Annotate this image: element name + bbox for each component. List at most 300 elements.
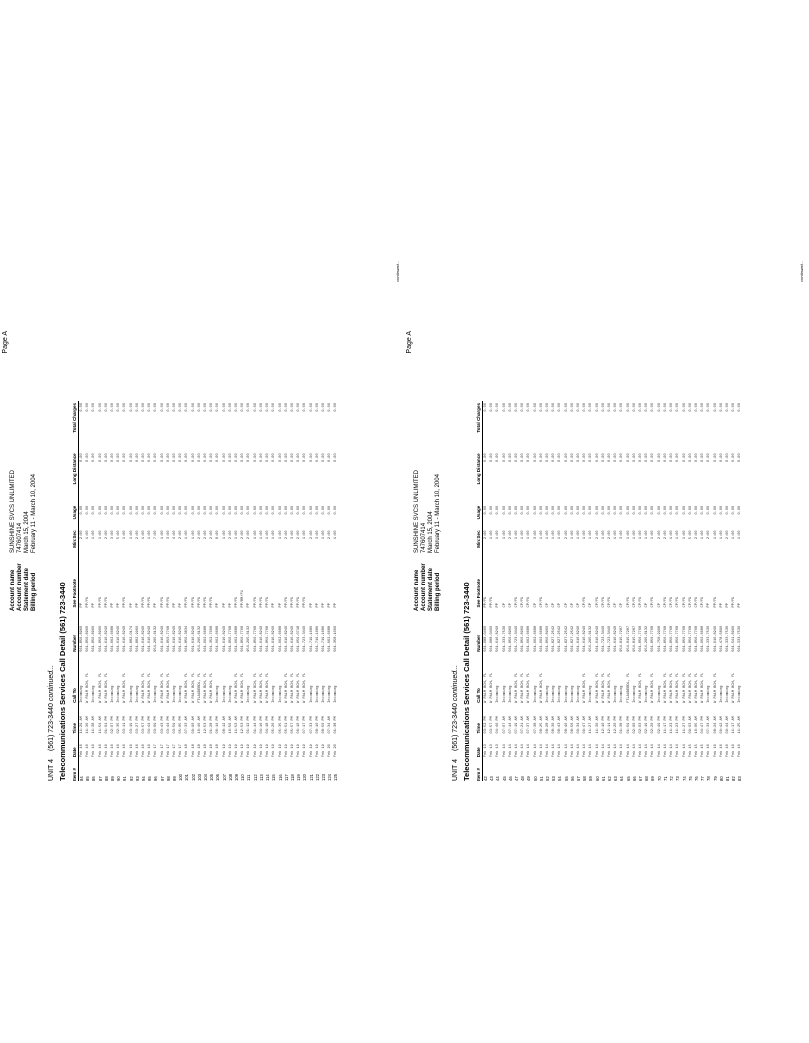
cell-number: 561-856-7768 xyxy=(266,625,271,652)
cell-min-sec: 1:00 xyxy=(334,530,339,540)
cell-min-sec: 2:00 xyxy=(564,530,569,540)
cell-date: Feb 16 xyxy=(111,744,116,758)
cell-call-to: Incoming xyxy=(315,685,320,703)
cell-long-distance: 0.00 xyxy=(682,453,687,463)
cell-number: 954-295-6132 xyxy=(197,625,202,652)
cell-usage: 0.00 xyxy=(309,505,314,515)
column-header-total-charges: Total Charges xyxy=(72,401,79,451)
cell-date: Feb 19 xyxy=(321,744,326,758)
cell-number: 561-856-7768 xyxy=(663,625,668,652)
cell-call-to: Incoming xyxy=(222,685,227,703)
cell-usage: 0.00 xyxy=(297,505,302,515)
cell-number: 561-856-7768 xyxy=(694,625,699,652)
cell-number: 561-662-6688 xyxy=(278,625,283,652)
cell-long-distance: 0.00 xyxy=(670,453,675,463)
column-header-min-sec: Min:Sec xyxy=(72,528,79,559)
cell-call-to: W PALM BCH, FL xyxy=(484,672,488,703)
cell-item-number: 90 xyxy=(116,776,122,781)
cell-item-number: 118 xyxy=(289,774,295,781)
cell-time: 11:23 PM xyxy=(676,716,681,734)
cell-date: Feb 14 xyxy=(539,744,544,758)
cell-number: 561-856-7768 xyxy=(166,625,171,652)
cell-time: 05:51 PM xyxy=(284,716,289,734)
cell-long-distance: 0.00 xyxy=(204,453,209,463)
cell-date: Feb 19 xyxy=(272,744,277,758)
cell-usage: 0.00 xyxy=(583,505,588,515)
cell-long-distance: 0.00 xyxy=(521,453,526,463)
cell-long-distance: 0.00 xyxy=(546,453,551,463)
cell-footnote: PP/RM/FU xyxy=(241,590,246,608)
cell-usage: 0.00 xyxy=(321,505,326,515)
cell-item-number: 113 xyxy=(258,774,264,781)
cell-usage: 0.00 xyxy=(98,505,103,515)
cell-long-distance: 0.00 xyxy=(632,453,637,463)
cell-footnote: PP xyxy=(309,603,314,608)
cell-call-to: Incoming xyxy=(111,685,116,703)
cell-footnote: PP/FU xyxy=(290,596,295,608)
cell-usage: 0.00 xyxy=(676,505,681,515)
cell-call-to: W PALM BCH, FL xyxy=(284,672,289,703)
cell-call-to: W PALM BCH, FL xyxy=(148,672,153,703)
cell-time: 10:56 AM xyxy=(228,716,233,734)
cell-number: 561-616-8240 xyxy=(117,625,122,652)
cell-time: 01:38 PM xyxy=(334,716,339,734)
cell-min-sec: 1:00 xyxy=(682,530,687,540)
cell-min-sec: 2:00 xyxy=(694,530,699,540)
cell-date: Feb 18 xyxy=(197,744,202,758)
cell-call-to: Incoming xyxy=(558,685,563,703)
cell-usage: 0.00 xyxy=(80,505,84,515)
cell-total-charges: 0.00 xyxy=(210,403,215,412)
cell-item-number: 76 xyxy=(693,776,699,781)
cell-time: 08:28 AM xyxy=(546,716,551,734)
cell-total-charges: 0.00 xyxy=(577,403,582,412)
column-header-long-distance: Long Distance xyxy=(476,451,483,503)
cell-usage: 0.00 xyxy=(552,505,557,515)
cell-footnote: CP xyxy=(508,603,513,608)
cell-footnote: PP xyxy=(278,603,283,608)
cell-long-distance: 0.00 xyxy=(303,453,308,463)
cell-min-sec: 7:00 xyxy=(154,530,159,540)
cell-min-sec: 1:00 xyxy=(719,530,724,540)
cell-item-number: 114 xyxy=(265,774,271,781)
cell-number: 561-856-8960 xyxy=(546,625,551,652)
cell-number: 561-662-6688 xyxy=(235,625,240,652)
cell-call-to: W PALM BCH, FL xyxy=(701,672,706,703)
cell-footnote: PP/FU xyxy=(86,596,91,608)
cell-footnote: PP/FU xyxy=(166,596,171,608)
cell-usage: 0.00 xyxy=(303,505,308,515)
cell-long-distance: 0.00 xyxy=(663,453,668,463)
cell-usage: 0.00 xyxy=(278,505,283,515)
cell-min-sec: 1:00 xyxy=(129,530,134,540)
cell-item-number: 82 xyxy=(731,776,737,781)
cell-time: 01:28 PM xyxy=(210,716,215,734)
cell-item-number: 64 xyxy=(619,776,625,781)
cell-call-to: Incoming xyxy=(508,685,513,703)
cell-footnote: PP xyxy=(315,603,320,608)
cell-total-charges: 0.00 xyxy=(701,403,706,412)
cell-date: Feb 14 xyxy=(589,744,594,758)
cell-min-sec: 2:00 xyxy=(80,530,84,540)
cell-footnote: PP/FU xyxy=(142,596,147,608)
cell-item-number: 48 xyxy=(520,776,526,781)
cell-item-number: 44 xyxy=(495,776,501,781)
cell-footnote: CP xyxy=(533,603,538,608)
cell-long-distance: 0.00 xyxy=(614,453,619,463)
cell-number: 561-856-8960 xyxy=(92,625,97,652)
column-header-date: Date xyxy=(72,733,79,757)
cell-number: 561-758-9998 xyxy=(657,625,662,652)
cell-date: Feb 14 xyxy=(527,744,532,758)
cell-time: 08:46 AM xyxy=(564,716,569,734)
cell-min-sec: 2:00 xyxy=(284,530,289,540)
cell-min-sec: 1:00 xyxy=(738,530,743,540)
cell-long-distance: 0.00 xyxy=(228,453,233,463)
cell-item-number: 123 xyxy=(320,774,326,781)
column-header-number: Number xyxy=(72,607,79,651)
cell-call-to: Incoming xyxy=(496,685,501,703)
cell-item-number: 55 xyxy=(563,776,569,781)
cell-item-number: 112 xyxy=(252,774,258,781)
cell-call-to: W PALM BCH, FL xyxy=(185,672,190,703)
cell-date: Feb 14 xyxy=(521,744,526,758)
cell-call-to: Incoming xyxy=(577,685,582,703)
cell-min-sec: 1:00 xyxy=(502,530,507,540)
cell-date: Feb 18 xyxy=(191,744,196,758)
cell-item-number: 108 xyxy=(227,774,233,781)
cell-date: Feb 16 xyxy=(142,744,147,758)
cell-min-sec: 1:00 xyxy=(639,530,644,540)
unit-phone: (561) 723-3440 xyxy=(452,703,459,751)
cell-usage: 0.00 xyxy=(508,505,513,515)
cell-number: 561-662-6688 xyxy=(533,625,538,652)
cell-number: 561-616-8240 xyxy=(713,625,718,652)
cell-usage: 0.00 xyxy=(626,505,631,515)
cell-total-charges: 0.00 xyxy=(197,403,202,412)
cell-footnote: PP xyxy=(321,603,326,608)
cell-usage: 0.00 xyxy=(589,505,594,515)
cell-call-to: W PALM BCH, FL xyxy=(583,672,588,703)
cell-call-to: W PALM BCH, FL xyxy=(515,672,520,703)
cell-total-charges: 0.00 xyxy=(707,403,712,412)
cell-date: Feb 19 xyxy=(303,744,308,758)
cell-min-sec: 1:00 xyxy=(98,530,103,540)
cell-call-to: Incoming xyxy=(645,685,650,703)
column-header-usage: Usage xyxy=(476,504,483,529)
account-number: 747607414 xyxy=(17,522,23,553)
cell-number: 561-333-7530 xyxy=(502,625,507,652)
cell-usage: 0.00 xyxy=(632,505,637,515)
unit-heading xyxy=(452,665,459,781)
cell-time: 08:12 AM xyxy=(222,716,227,734)
cell-footnote: PP/FU xyxy=(713,596,718,608)
cell-total-charges: 0.00 xyxy=(185,403,190,412)
cell-long-distance: 0.00 xyxy=(185,453,190,463)
cell-min-sec: 2:00 xyxy=(179,530,184,540)
cell-number: 561-616-8240 xyxy=(496,625,501,652)
cell-number: 561-856-8960 xyxy=(80,625,84,652)
cell-usage: 0.00 xyxy=(601,505,606,515)
cell-date: Feb 14 xyxy=(663,744,668,758)
cell-item-number: 69 xyxy=(650,776,656,781)
cell-number: 561-723-3440 xyxy=(608,625,613,652)
cell-footnote: CP xyxy=(546,603,551,608)
cell-total-charges: 0.00 xyxy=(104,403,109,412)
cell-date: Feb 14 xyxy=(515,744,520,758)
cell-footnote: PP xyxy=(247,603,252,608)
cell-min-sec: 1:00 xyxy=(123,530,128,540)
cell-usage: 0.00 xyxy=(496,505,501,515)
cell-footnote: PP/FU xyxy=(484,596,488,608)
cell-number: 561-723-3440 xyxy=(515,625,520,652)
cell-date: Feb 19 xyxy=(290,744,295,758)
cell-call-to: W PALM BCH, FL xyxy=(595,672,600,703)
cell-time: 07:07 AM xyxy=(502,716,507,734)
cell-total-charges: 0.00 xyxy=(166,403,171,412)
cell-date: Feb 16 xyxy=(117,744,122,758)
cell-long-distance: 0.00 xyxy=(583,453,588,463)
cell-item-number: 50 xyxy=(532,776,538,781)
table-row xyxy=(333,401,339,781)
cell-item-number: 89 xyxy=(110,776,116,781)
cell-call-to: Incoming xyxy=(154,685,159,703)
cell-min-sec: 2:00 xyxy=(663,530,668,540)
cell-date: Feb 14 xyxy=(620,744,625,758)
cell-time: 08:30 AM xyxy=(552,716,557,734)
cell-usage: 0.00 xyxy=(204,505,209,515)
billing-period-label: Billing period xyxy=(31,572,37,611)
cell-call-to: Incoming xyxy=(738,685,743,703)
cell-time: 11:25 AM xyxy=(738,716,743,734)
cell-min-sec: 1:00 xyxy=(185,530,190,540)
cell-number: 561-616-8240 xyxy=(179,625,184,652)
cell-call-to: Incoming xyxy=(725,685,730,703)
cell-total-charges: 0.00 xyxy=(670,403,675,412)
cell-call-to: W PALM BCH, FL xyxy=(142,672,147,703)
cell-long-distance: 0.00 xyxy=(490,453,495,463)
cell-long-distance: 0.00 xyxy=(247,453,252,463)
cell-min-sec: 1:00 xyxy=(490,530,495,540)
cell-min-sec: 1:00 xyxy=(701,530,706,540)
cell-item-number: 58 xyxy=(582,776,588,781)
cell-item-number: 42 xyxy=(483,776,488,781)
cell-min-sec: 1:00 xyxy=(626,530,631,540)
account-number-label: Account number xyxy=(421,563,427,611)
cell-time: 04:16 PM xyxy=(259,716,264,734)
cell-number: 561-616-8240 xyxy=(259,625,264,652)
cell-call-to: W PALM BCH, FL xyxy=(210,672,215,703)
cell-usage: 0.00 xyxy=(670,505,675,515)
cell-long-distance: 0.00 xyxy=(732,453,737,463)
cell-min-sec: 3:00 xyxy=(315,530,320,540)
cell-footnote: CP xyxy=(589,603,594,608)
cell-call-to: W PALM BCH, FL xyxy=(601,672,606,703)
account-info xyxy=(414,470,442,611)
cell-footnote: CP/FU xyxy=(701,596,706,608)
cell-time: 11:36 AM xyxy=(86,716,91,734)
cell-time: 06:14 PM xyxy=(216,716,221,734)
cell-total-charges: 0.00 xyxy=(111,403,116,412)
cell-number: 561-856-8960 xyxy=(98,625,103,652)
cell-min-sec: 2:00 xyxy=(247,530,252,540)
cell-call-to: W PALM BCH, FL xyxy=(713,672,718,703)
cell-total-charges: 0.00 xyxy=(614,403,619,412)
cell-long-distance: 0.00 xyxy=(328,453,333,463)
cell-min-sec: 2:00 xyxy=(204,530,209,540)
cell-item-number: 121 xyxy=(308,774,314,781)
cell-time: 04:46 PM xyxy=(496,716,501,734)
cell-date: Feb 13 xyxy=(490,744,495,758)
cell-total-charges: 0.00 xyxy=(290,403,295,412)
cell-usage: 0.00 xyxy=(539,505,544,515)
cell-item-number: 103 xyxy=(196,774,202,781)
cell-usage: 0.00 xyxy=(315,505,320,515)
cell-time: 07:14 AM xyxy=(508,716,513,734)
cell-item-number: 120 xyxy=(302,774,308,781)
cell-footnote: CP/FU xyxy=(694,596,699,608)
cell-footnote: CP/FU xyxy=(521,596,526,608)
cell-total-charges: 0.00 xyxy=(154,403,159,412)
cell-min-sec: 1:00 xyxy=(259,530,264,540)
cell-item-number: 124 xyxy=(327,774,333,781)
cell-number: 561-856-8960 xyxy=(521,625,526,652)
cell-call-to: Incoming xyxy=(707,685,712,703)
cell-footnote: PP/FU xyxy=(98,596,103,608)
cell-number: 561-478-5890 xyxy=(719,625,724,652)
cell-date: Feb 14 xyxy=(601,744,606,758)
cell-footnote: PP/FU xyxy=(732,596,737,608)
cell-usage: 0.00 xyxy=(570,505,575,515)
cell-number: 561-358-1000 xyxy=(334,625,339,652)
cell-time: 02:49 PM xyxy=(657,716,662,734)
cell-date: Feb 19 xyxy=(241,744,246,758)
cell-total-charges: 0.00 xyxy=(228,403,233,412)
cell-total-charges: 0.00 xyxy=(645,403,650,412)
cell-time: 03:09 PM xyxy=(154,716,159,734)
cell-time: 01:38 PM xyxy=(620,716,625,734)
cell-usage: 0.00 xyxy=(651,505,656,515)
cell-usage: 0.00 xyxy=(484,505,488,515)
cell-call-to: Incoming xyxy=(216,685,221,703)
account-name-label: Account name xyxy=(10,569,16,611)
cell-item-number: 116 xyxy=(277,774,283,781)
cell-time: 03:43 PM xyxy=(160,716,165,734)
cell-date: Feb 19 xyxy=(235,744,240,758)
cell-item-number: 59 xyxy=(588,776,594,781)
cell-number: 561-662-6688 xyxy=(216,625,221,652)
cell-usage: 0.00 xyxy=(266,505,271,515)
cell-time: 09:47 AM xyxy=(583,716,588,734)
cell-call-to: Incoming xyxy=(570,685,575,703)
cell-number: 561-856-7768 xyxy=(253,625,258,652)
cell-usage: 0.00 xyxy=(259,505,264,515)
cell-min-sec: 4:00 xyxy=(173,530,178,540)
cell-footnote: PP/FU xyxy=(204,596,209,608)
cell-call-to: Incoming xyxy=(228,685,233,703)
cell-call-to: Incoming xyxy=(309,685,314,703)
cell-min-sec: 3:00 xyxy=(290,530,295,540)
cell-time: 03:59 PM xyxy=(173,716,178,734)
cell-item-number: 79 xyxy=(712,776,718,781)
statement-date-label: Statement date xyxy=(428,567,434,611)
cell-time: 07:17 PM xyxy=(303,716,308,734)
cell-date: Feb 16 xyxy=(719,744,724,758)
cell-number: 561-662-6688 xyxy=(111,625,116,652)
cell-number: 561-616-8240 xyxy=(272,625,277,652)
cell-time: 03:27 PM xyxy=(135,716,140,734)
cell-date: Feb 14 xyxy=(682,744,687,758)
cell-time: 11:53 AM xyxy=(235,716,240,734)
cell-long-distance: 0.00 xyxy=(154,453,159,463)
cell-call-to: FTLAUDERDL, FL xyxy=(197,672,202,703)
cell-usage: 0.00 xyxy=(86,505,91,515)
cell-min-sec: 1:00 xyxy=(278,530,283,540)
cell-long-distance: 0.00 xyxy=(564,453,569,463)
cell-long-distance: 0.00 xyxy=(222,453,227,463)
cell-long-distance: 0.00 xyxy=(725,453,730,463)
cell-min-sec: 2:00 xyxy=(104,530,109,540)
cell-time: 07:38 AM xyxy=(533,716,538,734)
cell-date: Feb 17 xyxy=(179,744,184,758)
cell-date: Feb 14 xyxy=(533,744,538,758)
cell-total-charges: 0.00 xyxy=(129,403,134,412)
column-header-footnote: See Footnote xyxy=(476,559,483,607)
cell-item-number: 85 xyxy=(85,776,91,781)
cell-min-sec: 1:00 xyxy=(92,530,97,540)
cell-number: 561-827-2542 xyxy=(570,625,575,652)
cell-date: Feb 16 xyxy=(725,744,730,758)
cell-min-sec: 2:00 xyxy=(241,530,246,540)
cell-date: Feb 18 xyxy=(185,744,190,758)
column-header-usage: Usage xyxy=(72,504,79,529)
cell-total-charges: 0.00 xyxy=(552,403,557,412)
cell-call-to: Incoming xyxy=(135,685,140,703)
cell-long-distance: 0.00 xyxy=(166,453,171,463)
cell-number: 561-856-7768 xyxy=(670,625,675,652)
cell-usage: 0.00 xyxy=(614,505,619,515)
cell-min-sec: 2:00 xyxy=(657,530,662,540)
cell-total-charges: 0.00 xyxy=(484,403,488,412)
cell-date: Feb 18 xyxy=(204,744,209,758)
cell-item-number: 70 xyxy=(656,776,662,781)
cell-item-number: 104 xyxy=(203,774,209,781)
cell-long-distance: 0.00 xyxy=(253,453,258,463)
cell-long-distance: 0.00 xyxy=(533,453,538,463)
cell-date: Feb 14 xyxy=(614,744,619,758)
cell-total-charges: 0.00 xyxy=(713,403,718,412)
cell-min-sec: 1:00 xyxy=(515,530,520,540)
cell-item-number: 47 xyxy=(514,776,520,781)
cell-footnote: CP/FU xyxy=(682,596,687,608)
cell-total-charges: 0.00 xyxy=(266,403,271,412)
cell-usage: 0.00 xyxy=(738,505,743,515)
cell-total-charges: 0.00 xyxy=(632,403,637,412)
cell-time: 03:57 PM xyxy=(490,716,495,734)
cell-min-sec: 1:00 xyxy=(191,530,196,540)
cell-long-distance: 0.00 xyxy=(707,453,712,463)
cell-min-sec: 1:00 xyxy=(86,530,91,540)
cell-usage: 0.00 xyxy=(515,505,520,515)
cell-time: 01:12 PM xyxy=(247,716,252,734)
continued-note: continued... xyxy=(799,261,804,282)
unit-label: UNIT 4 xyxy=(452,758,459,781)
cell-item-number: 87 xyxy=(97,776,103,781)
cell-footnote: CP xyxy=(645,603,650,608)
cell-date: Feb 19 xyxy=(266,744,271,758)
cell-call-to: W PALM BCH, FL xyxy=(676,672,681,703)
cell-usage: 0.00 xyxy=(92,505,97,515)
